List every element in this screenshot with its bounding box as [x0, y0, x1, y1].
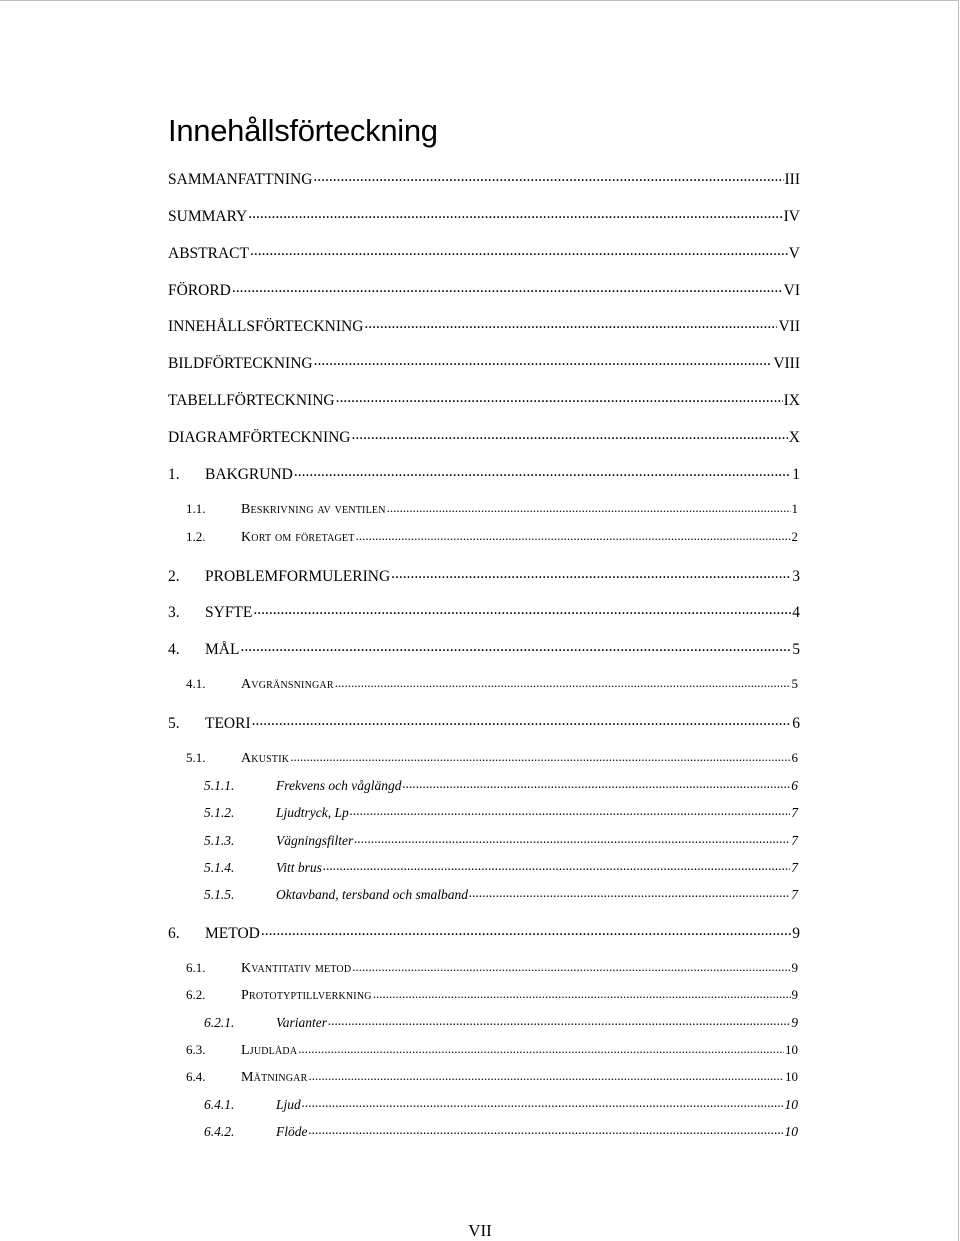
dot-leader — [402, 776, 790, 790]
toc-entry-page: 7 — [791, 832, 798, 848]
toc-entry-label: PROBLEMFORMULERING — [205, 567, 391, 585]
dot-leader — [354, 831, 790, 845]
page-title: Innehållsförteckning — [168, 113, 438, 148]
toc-entry-label: BAKGRUND — [205, 465, 293, 483]
toc-entry-label: SYFTE — [205, 603, 253, 621]
toc-entry-page: 9 — [791, 987, 798, 1002]
toc-entry-page: V — [788, 244, 800, 262]
dot-leader — [469, 885, 790, 899]
dot-leader — [352, 426, 788, 442]
toc-entry[interactable] — [186, 675, 798, 695]
toc-entry[interactable] — [204, 1122, 798, 1142]
toc-entry-label: Vägningsfilter — [276, 832, 354, 848]
toc-entry-number: 6.4.2. — [204, 1123, 235, 1139]
toc-entry-page: 7 — [791, 886, 798, 902]
toc-entry-page: 7 — [791, 859, 798, 875]
toc-entry-page: 2 — [791, 529, 798, 544]
toc-entry-page: 10 — [785, 1069, 798, 1084]
dot-leader — [328, 1013, 790, 1027]
toc-entry-number: 6.2. — [186, 987, 206, 1002]
toc-entry[interactable] — [186, 1068, 798, 1088]
toc-entry[interactable] — [204, 803, 798, 823]
toc-entry-number: 1.1. — [186, 501, 206, 516]
toc-entry-label: ABSTRACT — [168, 244, 249, 262]
toc-entry[interactable] — [168, 601, 800, 621]
dot-leader — [323, 858, 790, 872]
toc-entry-label: INNEHÅLLSFÖRTECKNING — [168, 317, 364, 335]
toc-entry-page: 9 — [792, 924, 800, 942]
toc-entry-label: Frekvens och våglängd — [276, 777, 402, 793]
toc-entry[interactable] — [168, 712, 800, 732]
toc-entry-page: 5 — [792, 640, 800, 658]
toc-entry-number: 5.1.3. — [204, 832, 235, 848]
toc-entry-page: 6 — [791, 777, 798, 793]
dot-leader — [253, 601, 791, 617]
toc-entry-page: 3 — [792, 567, 800, 585]
toc-entry-label: Mätningar — [241, 1070, 308, 1085]
toc-entry-page: 4 — [792, 603, 800, 621]
toc-entry[interactable] — [186, 528, 798, 548]
dot-leader — [294, 463, 791, 479]
toc-entry-label: Vitt brus — [276, 859, 322, 875]
toc-entry-label: Ljudtryck, Lp — [276, 804, 349, 820]
toc-entry-number: 1.2. — [186, 529, 206, 544]
toc-entry[interactable] — [204, 831, 798, 851]
dot-leader — [290, 749, 790, 762]
toc-entry-label: FÖRORD — [168, 281, 231, 299]
toc-entry[interactable] — [204, 1095, 798, 1115]
dot-leader — [364, 315, 777, 331]
dot-leader — [308, 1068, 784, 1081]
toc-entry[interactable] — [186, 1041, 798, 1061]
toc-entry-page: X — [788, 428, 800, 446]
toc-entry[interactable] — [168, 565, 800, 585]
toc-entry[interactable] — [168, 389, 800, 409]
toc-entry-number: 5.1. — [186, 750, 206, 765]
dot-leader — [250, 242, 788, 258]
toc-entry-label: Prototyptillverkning — [241, 988, 372, 1003]
toc-entry-number: 5.1.2. — [204, 804, 235, 820]
toc-entry-number: 6.4.1. — [204, 1096, 235, 1112]
toc-entry-label: Beskrivning av ventilen — [241, 502, 386, 517]
toc-entry[interactable] — [168, 315, 800, 335]
toc-entry-page: VI — [783, 281, 800, 299]
dot-leader — [352, 959, 790, 972]
toc-entry-number: 4.1. — [186, 676, 206, 691]
dot-leader — [350, 803, 791, 817]
dot-leader — [309, 1122, 784, 1136]
dot-leader — [336, 389, 783, 405]
toc-entry[interactable] — [186, 749, 798, 769]
toc-entry-label: METOD — [205, 924, 260, 942]
dot-leader — [387, 500, 791, 513]
toc-entry-number: 6.3. — [186, 1042, 206, 1057]
toc-entry-page: 9 — [791, 960, 798, 975]
toc-entry-page: 10 — [785, 1042, 798, 1057]
dot-leader — [252, 712, 792, 728]
toc-entry-page: VII — [778, 317, 800, 335]
dot-leader — [232, 279, 783, 295]
toc-entry[interactable] — [168, 205, 800, 225]
toc-entry-label: SAMMANFATTNING — [168, 170, 313, 188]
dot-leader — [314, 352, 773, 368]
toc-entry-label: Varianter — [276, 1014, 328, 1030]
toc-entry-number: 4. — [168, 640, 180, 658]
toc-entry[interactable] — [168, 242, 800, 262]
toc-entry-page: 10 — [784, 1096, 798, 1112]
toc-entry-page: IV — [783, 207, 800, 225]
dot-leader — [335, 675, 791, 688]
toc-entry[interactable] — [186, 986, 798, 1006]
toc-entry-page: VIII — [773, 354, 800, 372]
toc-entry-page: IX — [783, 391, 800, 409]
toc-entry-number: 5. — [168, 714, 180, 732]
toc-entry-page: 9 — [791, 1014, 798, 1030]
toc-entry-label: SUMMARY — [168, 207, 248, 225]
toc-entry-page: 5 — [791, 676, 798, 691]
toc-entry-page: 7 — [791, 804, 798, 820]
toc-entry-page: 10 — [784, 1123, 798, 1139]
toc-entry-label: Kvantitativ metod — [241, 961, 352, 976]
dot-leader — [373, 986, 791, 999]
dot-leader — [240, 638, 791, 654]
toc-entry-number: 6.4. — [186, 1069, 206, 1084]
toc-entry-label: Ljudlåda — [241, 1043, 298, 1058]
dot-leader — [313, 168, 783, 184]
toc-entry-number: 6.1. — [186, 960, 206, 975]
dot-leader — [248, 205, 782, 221]
toc-entry[interactable] — [186, 959, 798, 979]
dot-leader — [298, 1041, 784, 1054]
toc-entry[interactable] — [204, 885, 798, 905]
toc-entry-page: 6 — [791, 750, 798, 765]
toc-entry[interactable] — [168, 352, 800, 372]
toc-entry-label: BILDFÖRTECKNING — [168, 354, 313, 372]
toc-entry[interactable] — [186, 500, 798, 520]
toc-entry[interactable] — [204, 776, 798, 796]
toc-entry-label: Avgränsningar — [241, 677, 334, 692]
toc-entry-label: Flöde — [276, 1123, 308, 1139]
toc-entry[interactable] — [204, 858, 798, 878]
toc-entry-number: 6.2.1. — [204, 1014, 235, 1030]
toc-entry[interactable] — [168, 168, 800, 188]
toc-entry[interactable] — [204, 1013, 798, 1033]
toc-entry-label: MÅL — [205, 640, 240, 658]
toc-entry-number: 5.1.1. — [204, 777, 235, 793]
toc-entry-number: 3. — [168, 603, 180, 621]
toc-entry-label: TABELLFÖRTECKNING — [168, 391, 335, 409]
dot-leader — [356, 528, 791, 541]
toc-entry-label: Kort om företaget — [241, 530, 355, 545]
toc-entry-label: Akustik — [241, 751, 290, 766]
toc-entry[interactable] — [168, 922, 800, 942]
dot-leader — [391, 565, 791, 581]
dot-leader — [302, 1095, 784, 1109]
toc-entry-number: 1. — [168, 465, 180, 483]
toc-entry-number: 5.1.5. — [204, 886, 235, 902]
toc-entry-number: 2. — [168, 567, 180, 585]
toc-entry-page: 1 — [792, 465, 800, 483]
toc-entry-page: III — [784, 170, 800, 188]
toc-entry[interactable] — [168, 279, 800, 299]
page-number: VII — [468, 1221, 492, 1240]
toc-entry-label: Oktavband, tersband och smalband — [276, 886, 468, 902]
dot-leader — [261, 922, 791, 938]
toc-entry[interactable] — [168, 463, 800, 483]
toc-entry-label: DIAGRAMFÖRTECKNING — [168, 428, 351, 446]
toc-entry[interactable] — [168, 426, 800, 446]
toc-entry-page: 6 — [792, 714, 800, 732]
toc-entry-number: 5.1.4. — [204, 859, 235, 875]
toc-entry-label: Ljud — [276, 1096, 301, 1112]
toc-entry-label: TEORI — [205, 714, 251, 732]
toc-entry-number: 6. — [168, 924, 180, 942]
toc-entry[interactable] — [168, 638, 800, 658]
toc-entry-page: 1 — [791, 501, 798, 516]
